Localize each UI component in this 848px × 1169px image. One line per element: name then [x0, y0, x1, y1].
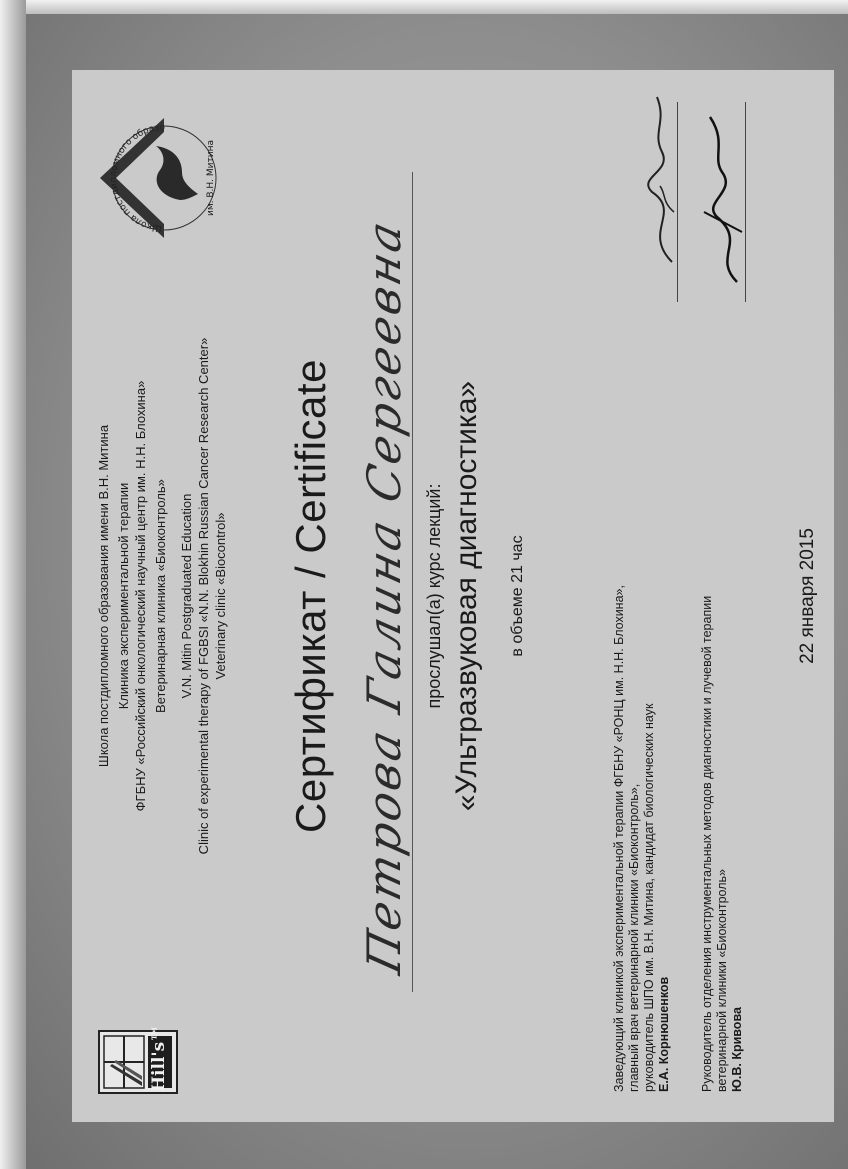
issuer-en-line: V.N. Mitin Postgraduated Education [179, 493, 194, 699]
issue-date: 22 января 2015 [797, 528, 818, 664]
emblem-bottom-text: им. В.Н. Митина [206, 140, 216, 216]
signatory-1 [612, 532, 672, 1092]
signature-1-mark [632, 92, 692, 272]
issuer-en-line: Veterinary clinic «Biocontrol» [213, 512, 228, 680]
signatory-1-title-line: главный врач ветеринарной клиники «Биоконтроль», [627, 783, 641, 1092]
attended-text: прослушал(а) курс лекций: [424, 483, 444, 709]
certificate-content [72, 70, 834, 1122]
signatory-2-name: Ю.В. Кривова [730, 1007, 744, 1092]
course-name: «Ультразвуковая диагностика» [450, 380, 483, 812]
signatory-2-title-line: ветеринарной клиники «Биоконтроль» [715, 869, 729, 1092]
scan-edge-left [0, 0, 26, 1169]
issuer-ru-line: Школа постдипломного образования имени В.Н. Митина [96, 424, 111, 768]
hills-logo-text: Hill's™ [149, 1024, 169, 1092]
course-hours: в объеме 21 час [509, 535, 526, 657]
emblem-arc-text: Школа постдипломного образо [108, 122, 166, 234]
issuer-ru-line: Клиника экспериментальной терапии [116, 482, 131, 710]
signatory-1-name: Е.А. Корнюшенков [657, 976, 671, 1092]
scan-edge-top [0, 0, 848, 14]
issuer-en-line: Clinic of experimental therapy of FGBSI «N.N. Blokhin Russian Cancer Research Center» [196, 337, 211, 855]
issuer-ru-line: Ветеринарная клиника «Биоконтроль» [153, 479, 168, 713]
certificate-title: Сертификат / Certificate [287, 359, 334, 833]
recipient-name-line [412, 172, 413, 992]
certificate-sheet [72, 70, 834, 1122]
signatory-2 [700, 492, 745, 1092]
signatory-1-title-line: руководитель ШПО им. В.Н. Митина, кандидат биологических наук [642, 703, 656, 1092]
recipient-name: Петрова Галина Сергеевна [357, 213, 411, 979]
signature-2-mark [692, 102, 752, 302]
signatory-1-title-line: Заведующий клиникой экспериментальной терапии ФГБНУ «РОНЦ им. Н.Н. Блохина», [612, 585, 626, 1092]
signatory-2-title-line: Руководитель отделения инструментальных методов диагностики и лучевой терапии [700, 595, 714, 1092]
issuer-ru-line: ФГБНУ «Российский онкологический научный центр им. Н.Н. Блохина» [133, 380, 148, 812]
